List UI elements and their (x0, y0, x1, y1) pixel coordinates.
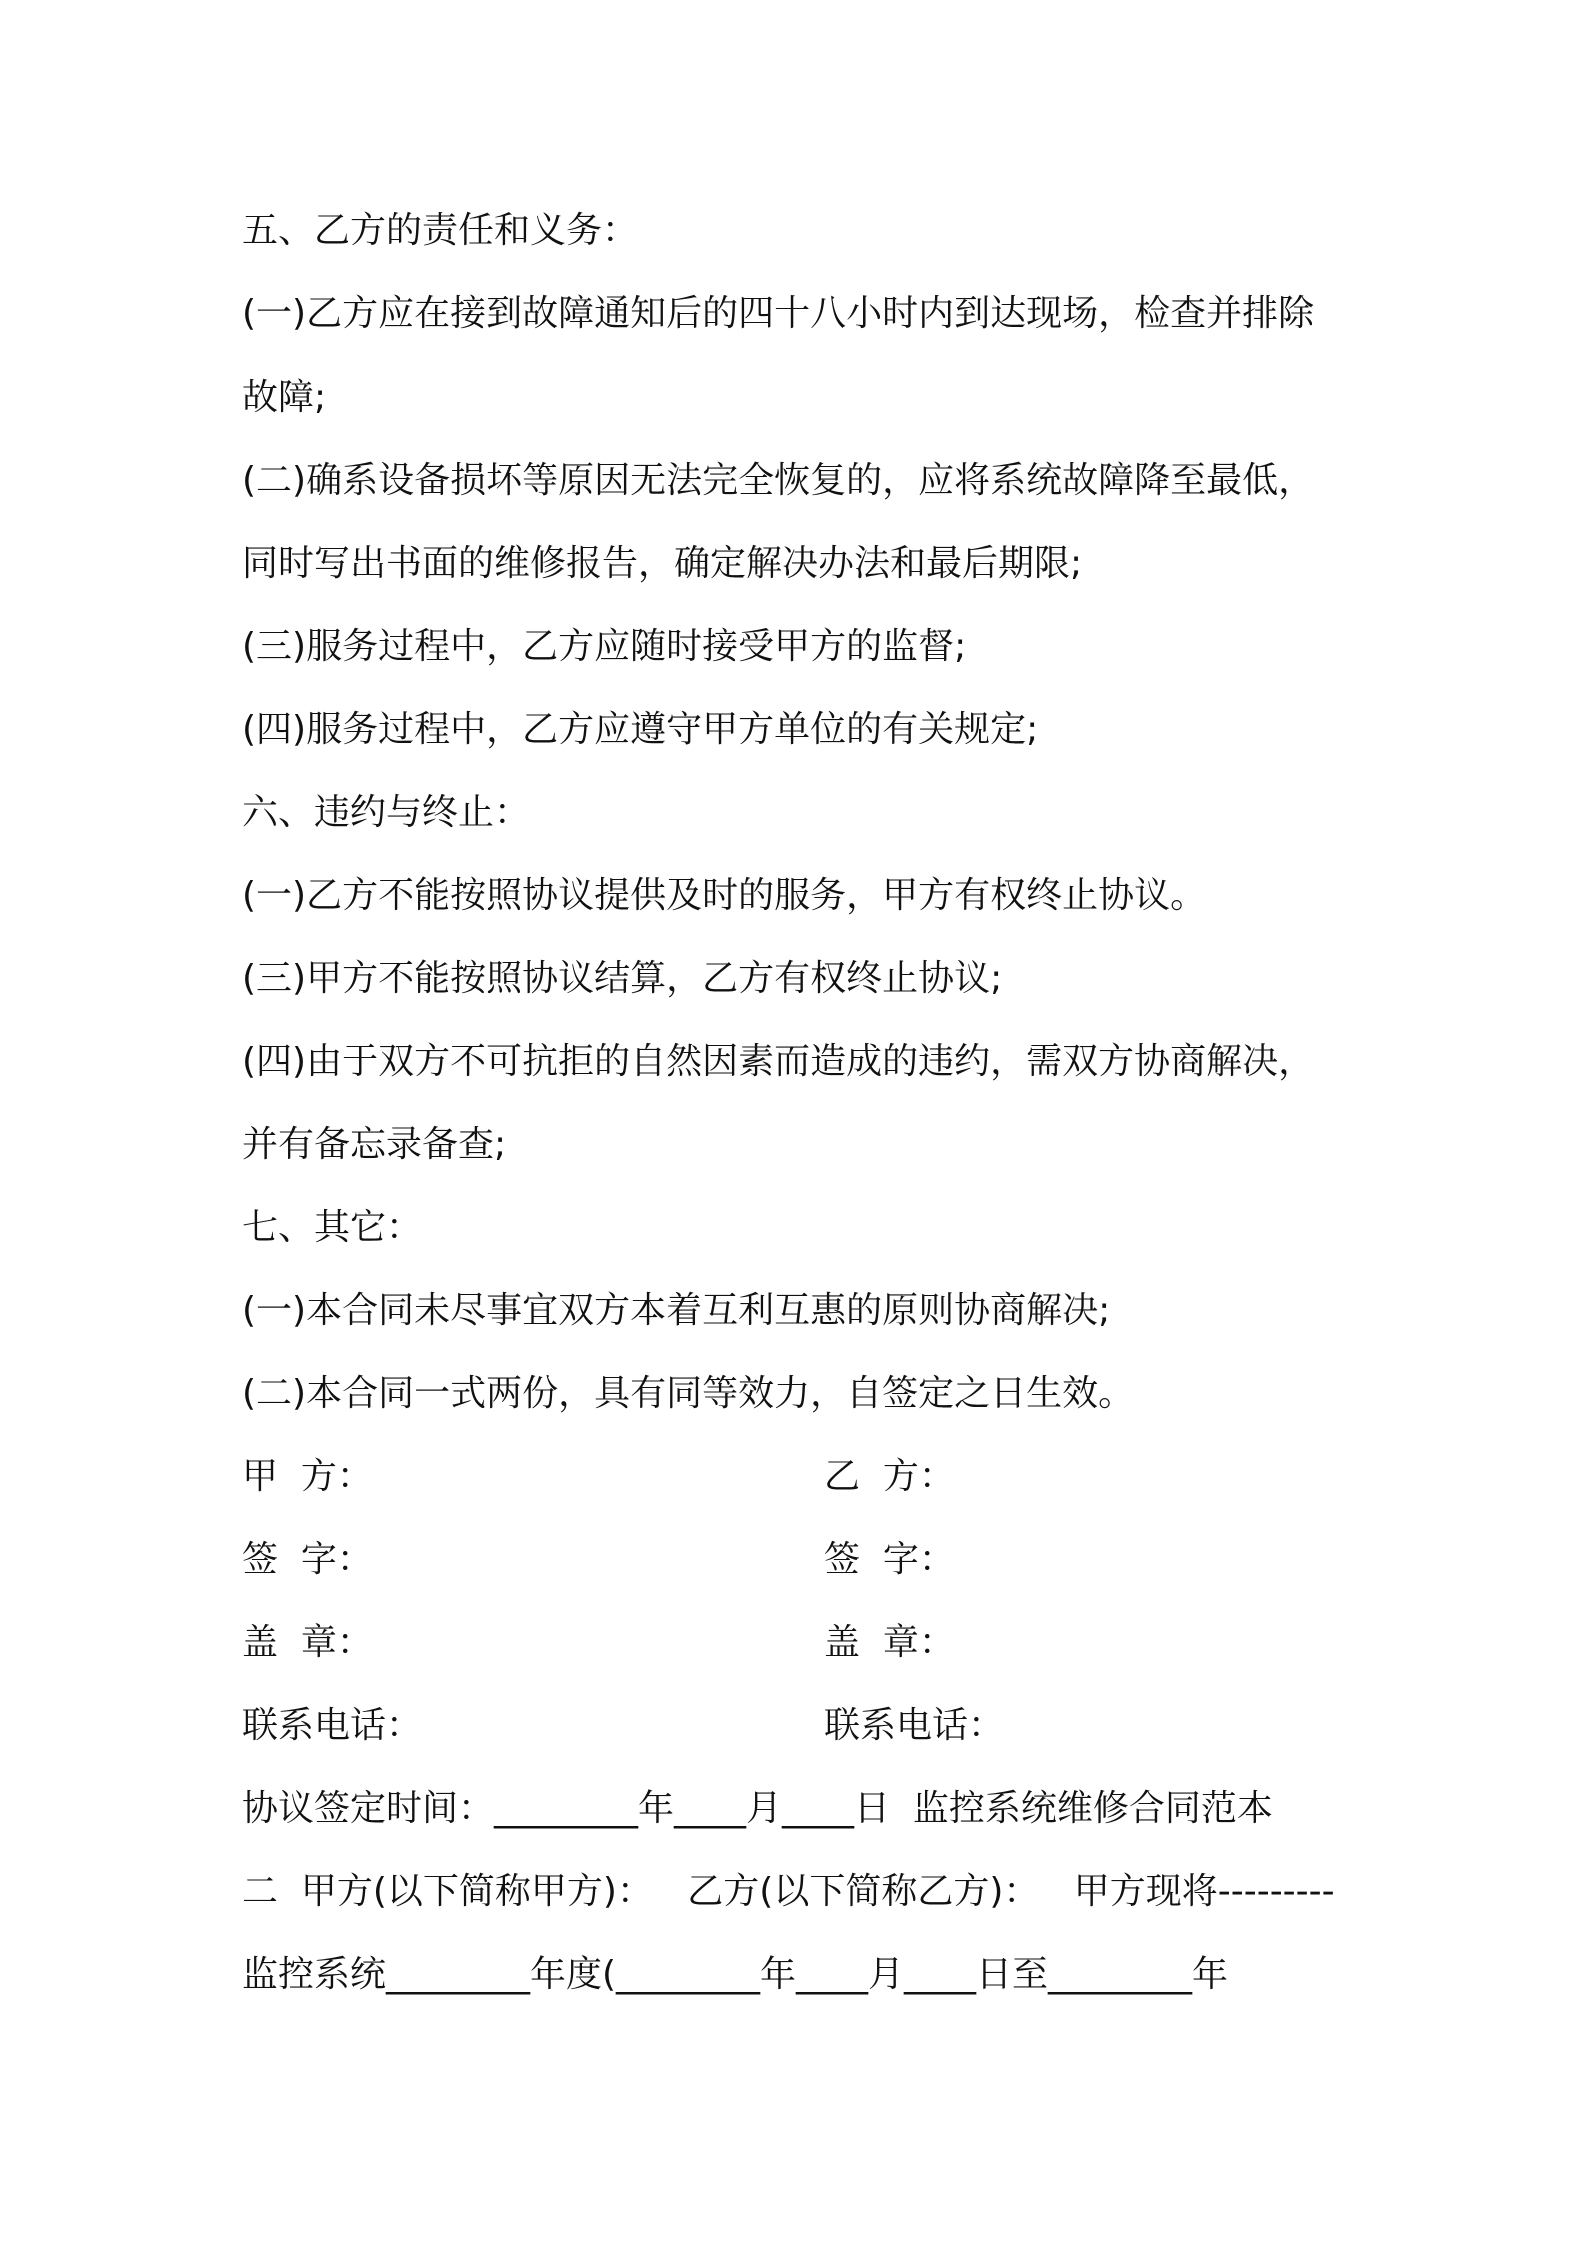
seal-a-label: 盖 章： (242, 1622, 373, 1663)
parties-intro-line: 二 甲方(以下简称甲方)： 乙方(以下简称乙方)： 甲方现将--------- (242, 1871, 1335, 1912)
clause-5-1-cont: 故障; (242, 377, 327, 418)
section-7-heading: 七、其它： (242, 1207, 423, 1248)
system-period-line: 监控系统________年度(________年____月____日至________年 (242, 1954, 1229, 1995)
clause-5-4: (四)服务过程中，乙方应遵守甲方单位的有关规定; (242, 709, 1039, 750)
phone-a-label: 联系电话： (242, 1705, 423, 1746)
clause-5-3: (三)服务过程中，乙方应随时接受甲方的监督; (242, 626, 967, 667)
agreement-date-line: 协议签定时间：________年____月____日 监控系统维修合同范本 (242, 1788, 1273, 1829)
clause-5-1: (一)乙方应在接到故障通知后的四十八小时内到达现场，检查并排除 (242, 293, 1315, 334)
clause-5-2: (二)确系设备损坏等原因无法完全恢复的，应将系统故障降至最低， (242, 460, 1315, 501)
clause-6-4: (四)由于双方不可抗拒的自然因素而造成的违约，需双方协商解决， (242, 1041, 1315, 1082)
seal-b-label: 盖 章： (824, 1622, 955, 1663)
clause-6-3: (三)甲方不能按照协议结算，乙方有权终止协议; (242, 958, 1003, 999)
section-6-heading: 六、违约与终止： (242, 792, 531, 833)
clause-5-2-cont: 同时写出书面的维修报告，确定解决办法和最后期限; (242, 543, 1083, 584)
sign-b-label: 签 字： (824, 1539, 955, 1580)
section-5-heading: 五、乙方的责任和义务： (242, 210, 639, 251)
phone-b-label: 联系电话： (824, 1705, 1005, 1746)
clause-6-4-cont: 并有备忘录备查; (242, 1124, 507, 1165)
clause-6-1: (一)乙方不能按照协议提供及时的服务，甲方有权终止协议。 (242, 875, 1207, 916)
sign-a-label: 签 字： (242, 1539, 373, 1580)
party-a-label: 甲 方： (242, 1456, 373, 1497)
clause-7-1: (一)本合同未尽事宜双方本着互利互惠的原则协商解决; (242, 1290, 1111, 1331)
clause-7-2: (二)本合同一式两份，具有同等效力，自签定之日生效。 (242, 1373, 1135, 1414)
party-b-label: 乙 方： (824, 1456, 955, 1497)
